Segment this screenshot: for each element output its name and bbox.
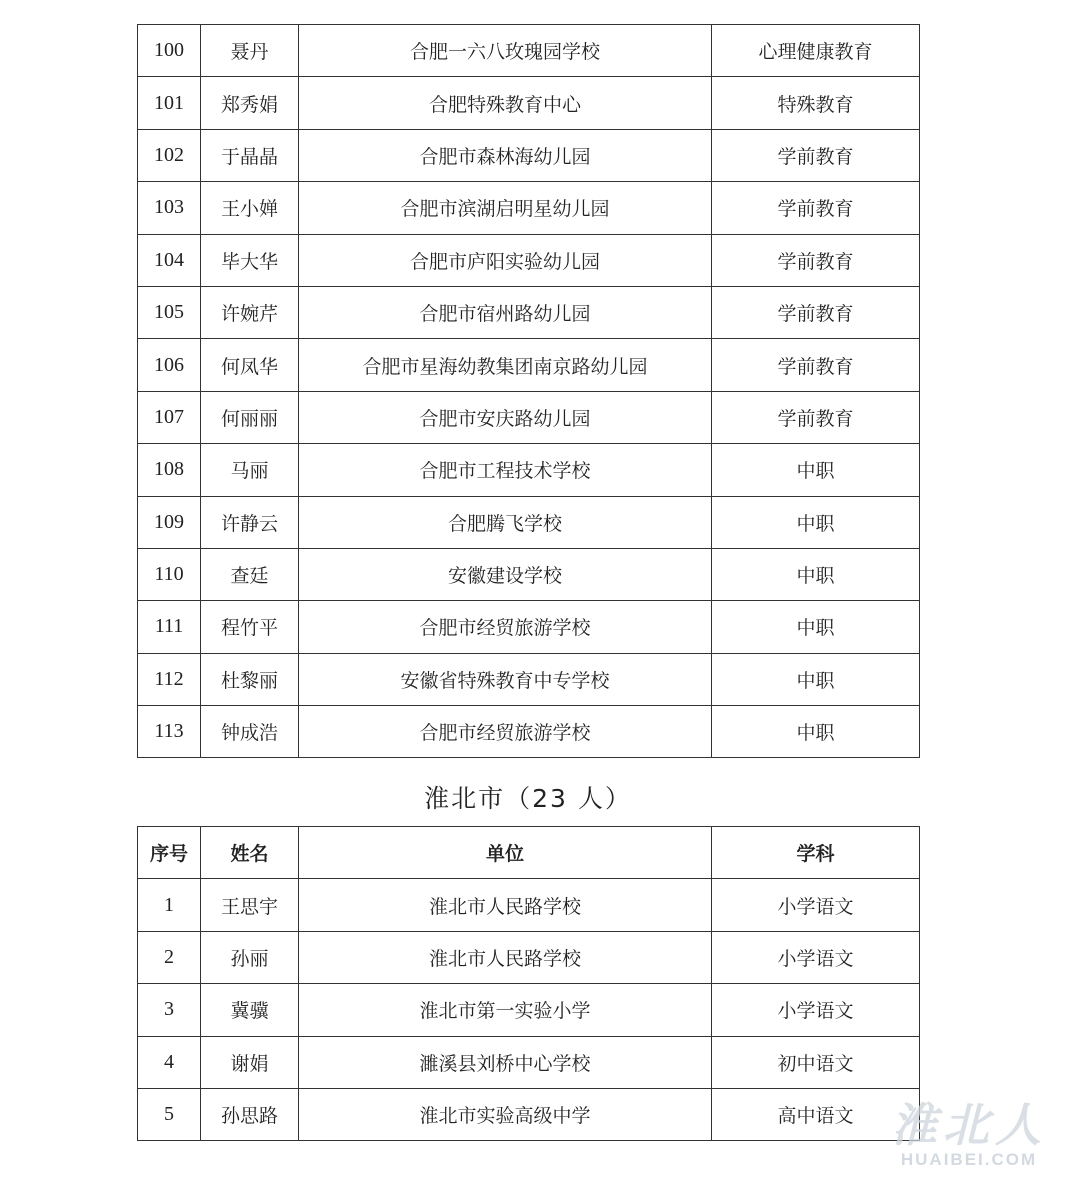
subject-name: 学前教育: [712, 129, 920, 181]
header-number: 序号: [138, 827, 201, 879]
table-row: [138, 182, 920, 234]
table-row: [138, 984, 920, 1036]
person-name: 查廷: [201, 548, 299, 600]
subject-name: 中职: [712, 444, 920, 496]
row-number: 3: [138, 984, 201, 1036]
row-number: 111: [138, 601, 201, 653]
unit-name: 合肥市经贸旅游学校: [299, 601, 712, 653]
table-row: [138, 931, 920, 983]
unit-name: 淮北市实验高级中学: [299, 1088, 712, 1140]
subject-name: 学前教育: [712, 339, 920, 391]
table-row: [138, 601, 920, 653]
person-name: 毕大华: [201, 234, 299, 286]
unit-name: 合肥市宿州路幼儿园: [299, 286, 712, 338]
table-row: [138, 339, 920, 391]
unit-name: 淮北市第一实验小学: [299, 984, 712, 1036]
subject-name: 高中语文: [712, 1088, 920, 1140]
subject-name: 小学语文: [712, 984, 920, 1036]
subject-name: 初中语文: [712, 1036, 920, 1088]
unit-name: 合肥市森林海幼儿园: [299, 129, 712, 181]
subject-name: 中职: [712, 548, 920, 600]
watermark-mark: 淮北人: [891, 1098, 1047, 1152]
table-row: [138, 234, 920, 286]
watermark-url: HUAIBEI.COM: [900, 1150, 1038, 1169]
section-title-huaibei: 淮北市（23 人）: [424, 784, 632, 813]
subject-name: 中职: [712, 601, 920, 653]
unit-name: 合肥市经贸旅游学校: [299, 706, 712, 758]
person-name: 谢娟: [201, 1036, 299, 1088]
row-number: 101: [138, 77, 201, 129]
row-number: 106: [138, 339, 201, 391]
person-name: 孙丽: [201, 931, 299, 983]
row-number: 4: [138, 1036, 201, 1088]
subject-name: 学前教育: [712, 182, 920, 234]
unit-name: 淮北市人民路学校: [299, 879, 712, 931]
person-name: 何凤华: [201, 339, 299, 391]
row-number: 105: [138, 286, 201, 338]
person-name: 郑秀娟: [201, 77, 299, 129]
unit-name: 合肥特殊教育中心: [299, 77, 712, 129]
header-row: [138, 827, 920, 879]
table-row: [138, 879, 920, 931]
row-number: 109: [138, 496, 201, 548]
huaibei-roster-table: [137, 826, 920, 1141]
unit-name: 合肥市滨湖启明星幼儿园: [299, 182, 712, 234]
row-number: 110: [138, 548, 201, 600]
unit-name: 淮北市人民路学校: [299, 931, 712, 983]
unit-name: 合肥市星海幼教集团南京路幼儿园: [299, 339, 712, 391]
person-name: 钟成浩: [201, 706, 299, 758]
unit-name: 合肥市庐阳实验幼儿园: [299, 234, 712, 286]
header-subject: 学科: [712, 827, 920, 879]
unit-name: 安徽省特殊教育中专学校: [299, 653, 712, 705]
subject-name: 小学语文: [712, 879, 920, 931]
table-row: [138, 286, 920, 338]
subject-name: 中职: [712, 706, 920, 758]
row-number: 5: [138, 1088, 201, 1140]
table-row: [138, 129, 920, 181]
subject-name: 学前教育: [712, 286, 920, 338]
subject-name: 学前教育: [712, 391, 920, 443]
person-name: 杜黎丽: [201, 653, 299, 705]
person-name: 马丽: [201, 444, 299, 496]
person-name: 王思宇: [201, 879, 299, 931]
person-name: 许静云: [201, 496, 299, 548]
row-number: 107: [138, 391, 201, 443]
table-row: [138, 653, 920, 705]
row-number: 104: [138, 234, 201, 286]
table-row: [138, 25, 920, 77]
person-name: 聂丹: [201, 25, 299, 77]
table-row: [138, 77, 920, 129]
header-name: 姓名: [201, 827, 299, 879]
unit-name: 合肥一六八玫瑰园学校: [299, 25, 712, 77]
subject-name: 中职: [712, 496, 920, 548]
table-row: [138, 391, 920, 443]
row-number: 108: [138, 444, 201, 496]
person-name: 程竹平: [201, 601, 299, 653]
person-name: 何丽丽: [201, 391, 299, 443]
row-number: 100: [138, 25, 201, 77]
table-row: [138, 706, 920, 758]
table-row: [138, 444, 920, 496]
subject-name: 心理健康教育: [712, 25, 920, 77]
unit-name: 安徽建设学校: [299, 548, 712, 600]
subject-name: 学前教育: [712, 234, 920, 286]
person-name: 许婉芹: [201, 286, 299, 338]
row-number: 2: [138, 931, 201, 983]
row-number: 113: [138, 706, 201, 758]
unit-name: 合肥腾飞学校: [299, 496, 712, 548]
table-row: [138, 1036, 920, 1088]
row-number: 112: [138, 653, 201, 705]
hefei-roster-table: [137, 24, 920, 758]
subject-name: 特殊教育: [712, 77, 920, 129]
subject-name: 中职: [712, 653, 920, 705]
table-row: [138, 1088, 920, 1140]
huaibei-roster-body: [138, 879, 920, 1141]
row-number: 103: [138, 182, 201, 234]
unit-name: 合肥市工程技术学校: [299, 444, 712, 496]
table-row: [138, 496, 920, 548]
unit-name: 濉溪县刘桥中心学校: [299, 1036, 712, 1088]
table-header: [138, 827, 920, 879]
subject-name: 小学语文: [712, 931, 920, 983]
table-row: [138, 548, 920, 600]
hefei-roster-body: [138, 25, 920, 758]
person-name: 于晶晶: [201, 129, 299, 181]
header-unit: 单位: [299, 827, 712, 879]
row-number: 102: [138, 129, 201, 181]
person-name: 王小婵: [201, 182, 299, 234]
person-name: 孙思路: [201, 1088, 299, 1140]
unit-name: 合肥市安庆路幼儿园: [299, 391, 712, 443]
row-number: 1: [138, 879, 201, 931]
person-name: 冀骥: [201, 984, 299, 1036]
